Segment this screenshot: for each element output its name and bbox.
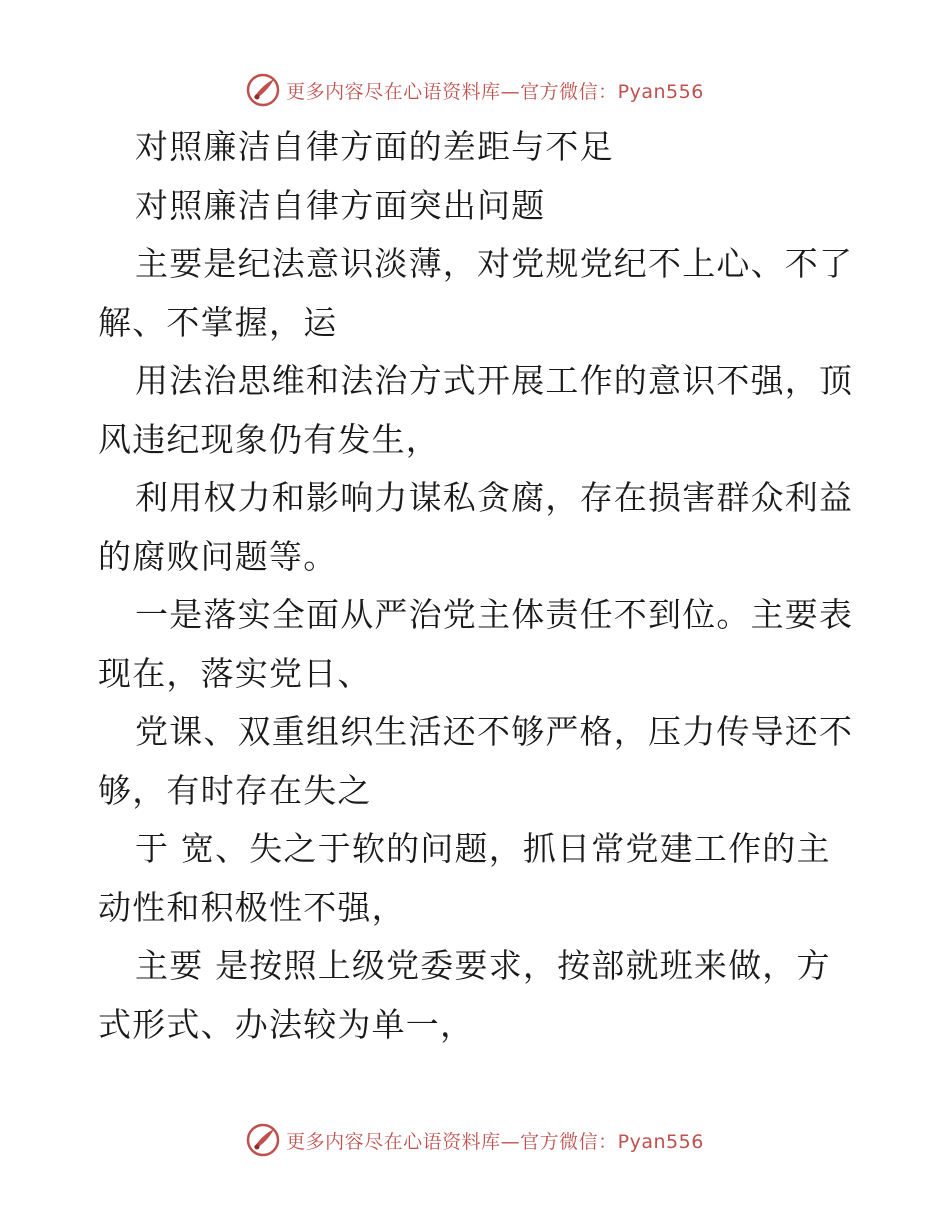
footer-watermark [0, 1120, 950, 1160]
text-line: 现在，落实党日、 [98, 653, 372, 693]
text-line: 于 宽、失之于软的问题，抓日常党建工作的主 [135, 829, 831, 868]
text-line: 主要是纪法意识淡薄，对党规党纪不上心、不了 [135, 244, 853, 283]
text-line: 式形式、办法较为单一， [98, 1004, 475, 1044]
text-line: 解、不掌握，运 [98, 302, 338, 342]
text-line: 够，有时存在失之 [98, 770, 372, 810]
text-line: 党课、双重组织生活还不够严格，压力传导还不 [135, 712, 853, 751]
text-line: 用法治思维和法治方式开展工作的意识不强，顶 [135, 361, 853, 400]
text-line: 主要 是按照上级党委要求，按部就班来做，方 [135, 946, 831, 985]
header-watermark [0, 70, 950, 110]
text-line: 风违纪现象仍有发生， [98, 419, 440, 459]
watermark-text: 更多内容尽在心语资料库—官方微信：Pyan556 [286, 1130, 704, 1153]
quill-seal-icon [246, 73, 280, 107]
quill-seal-icon [246, 1123, 280, 1157]
text-line: 一是落实全面从严治党主体责任不到位。主要表 [135, 595, 853, 634]
watermark-text: 更多内容尽在心语资料库—官方微信：Pyan556 [286, 80, 704, 103]
text-line: 对照廉洁自律方面的差距与不足 [135, 127, 614, 166]
text-line: 利用权力和影响力谋私贪腐，存在损害群众利益 [135, 478, 853, 517]
text-line: 的腐败问题等。 [98, 536, 338, 576]
text-line: 动性和积极性不强， [98, 887, 406, 927]
document-body [98, 118, 853, 1054]
text-line: 对照廉洁自律方面突出问题 [135, 185, 546, 225]
